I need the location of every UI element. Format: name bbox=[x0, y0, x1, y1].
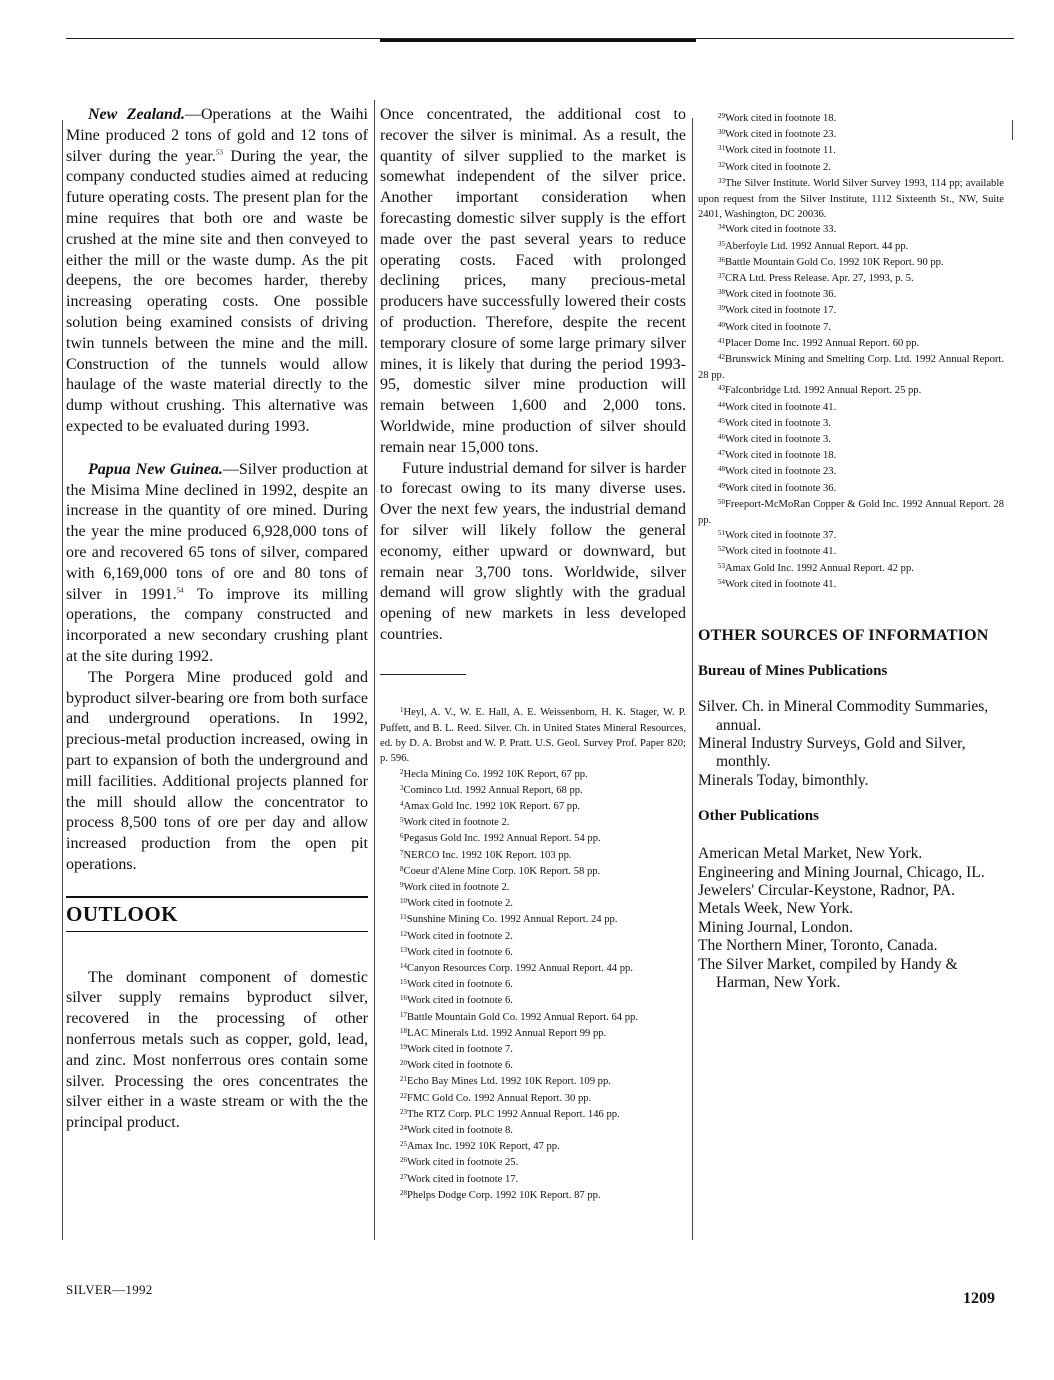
other-publications-list bbox=[698, 845, 1004, 992]
footnote-item bbox=[698, 336, 1004, 352]
footnote-rule bbox=[380, 674, 466, 675]
footnote-number: 52 bbox=[718, 545, 725, 554]
publication-item: Jewelers' Circular-Keystone, Radnor, PA. bbox=[698, 881, 955, 899]
footnote-item bbox=[698, 239, 1004, 255]
footnote-item bbox=[698, 544, 1004, 560]
footnote-number: 6 bbox=[400, 832, 404, 841]
footnote-number: 12 bbox=[400, 929, 407, 938]
footnote-item bbox=[380, 1074, 686, 1090]
footnote-text: The RTZ Corp. PLC 1992 Annual Report. 146 pp. bbox=[407, 1108, 620, 1120]
footnote-number: 7 bbox=[400, 848, 404, 857]
footnote-number: 41 bbox=[718, 336, 725, 345]
footnote-item bbox=[380, 945, 686, 961]
footnote-item bbox=[698, 383, 1004, 399]
publication-item: The Northern Miner, Toronto, Canada. bbox=[698, 937, 938, 955]
footnote-item bbox=[380, 831, 686, 847]
footnote-number: 53 bbox=[718, 561, 725, 570]
footnote-item bbox=[380, 993, 686, 1009]
paragraph-industrial-demand: Future industrial demand for silver is harder to forecast owing to its many diverse uses. Over the next few years, the industrial demand for silver will likely follow the general economy, either upward or downward, but remain near 3,700 tons. Worldwide, silver demand will grow slightly with the gradual opening of new markets in less developed countries. bbox=[380, 459, 686, 643]
footnote-text: Work cited in footnote 23. bbox=[725, 129, 837, 141]
footnote-text: Work cited in footnote 6. bbox=[407, 995, 513, 1007]
footnote-item bbox=[698, 577, 1004, 593]
footnote-text: Work cited in footnote 41. bbox=[725, 546, 837, 558]
footnote-number: 32 bbox=[718, 160, 725, 169]
footnote-number: 44 bbox=[718, 400, 725, 409]
paragraph-outlook: The dominant component of domestic silver supply remains byproduct silver, recovered in the processing of other nonferrous metals such as copper, gold, lead, and zinc. Most nonferrous ores contain some silver. Processing the ores concentrates the silver either in a waste stream or with the the principal product. bbox=[66, 968, 368, 1132]
footnote-item bbox=[380, 1107, 686, 1123]
footnote-number: 3 bbox=[400, 783, 404, 792]
footnote-item bbox=[380, 1139, 686, 1155]
footnote-text: Heyl, A. V., W. E. Hall, A. E. Weissenborn, H. K. Stager, W. P. Puffett, and B. L. Reed. Silver. Ch. in United States Mineral Resources, ed. by D. A. Brobst and W. P. Pratt. U.S. Geol. Survey Prof. Paper 820; p. 596. bbox=[380, 706, 686, 765]
column-3 bbox=[698, 105, 1004, 992]
footnote-item bbox=[380, 1155, 686, 1171]
footnote-text: Pegasus Gold Inc. 1992 Annual Report. 54 pp. bbox=[403, 833, 601, 845]
footnote-number: 47 bbox=[718, 449, 725, 458]
footnote-item bbox=[698, 481, 1004, 497]
footnote-number: 19 bbox=[400, 1042, 407, 1051]
footnote-text: Amax Gold Inc. 1992 Annual Report. 42 pp. bbox=[725, 562, 914, 574]
footnote-number: 50 bbox=[718, 497, 725, 506]
region-heading-papua-new-guinea: Papua New Guinea. bbox=[88, 460, 223, 478]
footnote-number: 49 bbox=[718, 481, 725, 490]
footnote-text: Amax Inc. 1992 10K Report, 47 pp. bbox=[407, 1141, 560, 1153]
footnote-text: Phelps Dodge Corp. 1992 10K Report. 87 pp. bbox=[407, 1189, 601, 1201]
footnote-item bbox=[698, 143, 1004, 159]
footnote-number: 43 bbox=[718, 384, 725, 393]
footnote-number: 29 bbox=[718, 112, 725, 120]
footnote-item bbox=[380, 1058, 686, 1074]
footnote-item bbox=[380, 767, 686, 783]
page-number: 1209 bbox=[963, 1290, 995, 1307]
publication-item: Mining Journal, London. bbox=[698, 918, 853, 936]
footnote-item bbox=[698, 464, 1004, 480]
footnote-number: 42 bbox=[718, 353, 725, 362]
footnote-item bbox=[698, 287, 1004, 303]
footnote-number: 23 bbox=[400, 1107, 407, 1116]
footnote-item bbox=[380, 977, 686, 993]
footnote-number: 13 bbox=[400, 945, 407, 954]
footnote-text: Work cited in footnote 25. bbox=[407, 1157, 519, 1169]
footnote-number: 11 bbox=[400, 913, 407, 922]
column-divider bbox=[1012, 120, 1013, 140]
footnote-number: 8 bbox=[400, 864, 404, 873]
bureau-publications-list bbox=[698, 698, 1004, 790]
footnote-item bbox=[698, 255, 1004, 271]
footnote-number: 39 bbox=[718, 304, 725, 313]
column-divider bbox=[374, 100, 375, 1240]
section-heading-outlook: OUTLOOK bbox=[66, 896, 368, 932]
footnote-number: 30 bbox=[718, 128, 725, 137]
footnote-number: 16 bbox=[400, 994, 407, 1003]
footnote-text: LAC Minerals Ltd. 1992 Annual Report 99 pp. bbox=[407, 1027, 607, 1039]
footnote-number: 48 bbox=[718, 465, 725, 474]
footnote-list bbox=[380, 705, 686, 1204]
footnote-text: Brunswick Mining and Smelting Corp. Ltd. 1992 Annual Report. 28 pp. bbox=[698, 354, 1004, 382]
footnote-text: Sunshine Mining Co. 1992 Annual Report. 24 pp. bbox=[406, 914, 618, 926]
footnote-item bbox=[380, 848, 686, 864]
footnote-text: Coeur d'Alene Mine Corp. 10K Report. 58 pp. bbox=[403, 865, 601, 877]
footnote-number: 5 bbox=[400, 816, 404, 825]
footnote-item bbox=[380, 896, 686, 912]
column-divider bbox=[692, 118, 693, 1240]
footnote-text: Work cited in footnote 7. bbox=[407, 1043, 513, 1055]
footnote-text: Work cited in footnote 23. bbox=[725, 466, 837, 478]
footnote-text: Work cited in footnote 2. bbox=[403, 817, 510, 829]
footnote-item bbox=[380, 961, 686, 977]
footnote-item bbox=[380, 1123, 686, 1139]
footnote-number: 35 bbox=[718, 239, 725, 248]
footnote-number: 36 bbox=[718, 255, 725, 264]
footnote-ref[interactable]: 53 bbox=[215, 148, 223, 157]
footnote-number: 14 bbox=[400, 961, 407, 970]
footnote-text: Work cited in footnote 6. bbox=[407, 946, 513, 958]
footnote-item bbox=[698, 497, 1004, 528]
footnote-text: Work cited in footnote 2. bbox=[407, 930, 513, 942]
footnote-item bbox=[380, 880, 686, 896]
paragraph-porgera: The Porgera Mine produced gold and byproduct silver-bearing ore from both surface and underground operations. In 1992, precious-metal production increased, owing in part to expansion of both the underground and mill facilities. Additional projects planned for the mill should allow the concentrator to process 8,500 tons of ore per day and allow increased production from the open pit operations. bbox=[66, 668, 368, 873]
footnote-number: 20 bbox=[400, 1059, 407, 1068]
footnote-text: Placer Dome Inc. 1992 Annual Report. 60 pp. bbox=[725, 337, 920, 349]
footnote-number: 18 bbox=[400, 1026, 407, 1035]
footnote-text: Work cited in footnote 6. bbox=[407, 979, 513, 991]
footnote-item bbox=[380, 1091, 686, 1107]
footnote-text: FMC Gold Co. 1992 Annual Report. 30 pp. bbox=[407, 1092, 592, 1104]
footnote-text: NERCO Inc. 1992 10K Report. 103 pp. bbox=[403, 849, 572, 861]
footnote-item bbox=[698, 320, 1004, 336]
publication-item: Minerals Today, bimonthly. bbox=[698, 771, 869, 789]
footnote-number: 25 bbox=[400, 1140, 407, 1149]
footnote-text: Battle Mountain Gold Co. 1992 Annual Report. 64 pp. bbox=[407, 1011, 638, 1023]
footnote-item bbox=[698, 127, 1004, 143]
footnote-number: 1 bbox=[400, 705, 404, 714]
footnote-item bbox=[380, 1026, 686, 1042]
footnote-text: Work cited in footnote 17. bbox=[725, 305, 837, 317]
footnote-number: 22 bbox=[400, 1091, 407, 1100]
footnote-number: 9 bbox=[400, 880, 404, 889]
footnote-number: 24 bbox=[400, 1124, 407, 1132]
footnote-text: Work cited in footnote 2. bbox=[407, 898, 513, 910]
paragraph-outlook-cont: Once concentrated, the additional cost to recover the silver is minimal. As a result, the quantity of silver supplied to the market is somewhat independent of the silver price. Another important consideration when forecasting domestic silver supply is the effort made over the past several years to reduce operating costs. Faced with prolonged declining prices, many precious-metal producers have successfully lowered their costs of production. Therefore, despite the recent temporary closure of some large primary silver mines, it is likely that during the period 1993-95, domestic silver mine production will remain between 1,600 and 2,000 tons. Worldwide, mine production of silver should remain near 15,000 tons. bbox=[380, 106, 686, 456]
footnote-item bbox=[698, 448, 1004, 464]
footnote-text: CRA Ltd. Press Release. Apr. 27, 1993, p. 5. bbox=[725, 273, 914, 285]
footnote-number: 28 bbox=[400, 1188, 407, 1197]
footnote-item bbox=[380, 783, 686, 799]
region-heading-new-zealand: New Zealand. bbox=[88, 106, 185, 123]
footnote-number: 45 bbox=[718, 416, 725, 425]
footnote-item bbox=[698, 416, 1004, 432]
footnote-item bbox=[698, 352, 1004, 383]
footnote-list bbox=[698, 111, 1004, 593]
footnote-number: 37 bbox=[718, 272, 725, 281]
publication-item: Engineering and Mining Journal, Chicago, IL. bbox=[698, 863, 985, 881]
footnote-item bbox=[698, 432, 1004, 448]
footnote-item bbox=[698, 271, 1004, 287]
footnote-text: Canyon Resources Corp. 1992 Annual Report. 44 pp. bbox=[407, 962, 633, 974]
publication-item: Silver. Ch. in Mineral Commodity Summaries, annual. bbox=[698, 698, 989, 734]
footnote-text: Battle Mountain Gold Co. 1992 10K Report. 90 pp. bbox=[725, 256, 944, 268]
footnote-ref[interactable]: 54 bbox=[176, 586, 184, 595]
footnote-item bbox=[698, 111, 1004, 127]
footnote-text: Work cited in footnote 6. bbox=[407, 1060, 513, 1072]
footnote-text: Work cited in footnote 18. bbox=[725, 450, 837, 462]
heading-bureau-publications: Bureau of Mines Publications bbox=[698, 663, 888, 680]
footnote-number: 40 bbox=[718, 320, 725, 329]
footnote-text: Work cited in footnote 37. bbox=[725, 530, 837, 542]
publication-item: Mineral Industry Surveys, Gold and Silver, monthly. bbox=[698, 734, 966, 771]
footnote-number: 51 bbox=[718, 529, 725, 538]
footnote-number: 15 bbox=[400, 978, 407, 987]
footnote-text: Work cited in footnote 33. bbox=[725, 224, 837, 236]
footnote-text: Work cited in footnote 7. bbox=[725, 321, 831, 333]
footnote-text: Hecla Mining Co. 1992 10K Report, 67 pp. bbox=[403, 768, 588, 780]
footnote-text: Cominco Ltd. 1992 Annual Report, 68 pp. bbox=[403, 784, 583, 796]
footnote-item bbox=[380, 1042, 686, 1058]
footnote-item bbox=[380, 912, 686, 928]
footnote-text: The Silver Institute. World Silver Survey 1993, 114 pp; available upon request from the Silver Institute, 1112 Sixteenth St., NW, Suite 2401, Washington, DC 20036. bbox=[698, 177, 1004, 221]
footnote-text: Work cited in footnote 36. bbox=[725, 482, 837, 494]
footnote-number: 21 bbox=[400, 1075, 407, 1084]
footnote-number: 27 bbox=[400, 1172, 407, 1181]
footnote-text: Work cited in footnote 41. bbox=[725, 401, 837, 413]
heading-other-sources: OTHER SOURCES OF INFORMATION bbox=[698, 627, 989, 645]
column-1 bbox=[66, 105, 368, 1134]
footnote-item bbox=[698, 561, 1004, 577]
footnote-item bbox=[698, 176, 1004, 223]
footnote-text: Falconbridge Ltd. 1992 Annual Report. 25 pp. bbox=[725, 385, 922, 397]
paragraph-new-zealand: New Zealand.—Operations at the Waihi Mine produced 2 tons of gold and 12 tons of silver during the year.$^{53}$ During the year, the company conducted studies aimed at reducing future operating costs. The present plan for the mine requires that both ore and waste be crushed at the mine site and then conveyed to either the mill or the waste dump. As the pit deepens, the ore becomes harder, thereby increasing operating costs. One possible solution being examined consists of driving twin tunnels between the mine and the mill. Construction of the tunnels would allow haulage of the waste material directly to the dump without crushing. This alternative was expected to be evaluated during 1993. bbox=[66, 106, 368, 435]
paragraph-papua-new-guinea: Papua New Guinea.—Silver production at the Misima Mine declined in 1992, despite an increase in the quantity of ore mined. During the year the mine produced 6,928,000 tons of ore and recovered 65 tons of silver, compared with 6,169,000 tons of ore and 80 tons of silver in 1991.54 To improve its milling operations, the company constructed and incorporated a new secondary crushing plant at the site during 1992. bbox=[66, 460, 368, 665]
footnote-item bbox=[380, 929, 686, 945]
footnote-number: 26 bbox=[400, 1156, 407, 1165]
footnote-text: Aberfoyle Ltd. 1992 Annual Report. 44 pp. bbox=[725, 240, 909, 252]
footnote-text: Work cited in footnote 17. bbox=[407, 1173, 519, 1185]
footnote-text: Work cited in footnote 8. bbox=[407, 1125, 513, 1136]
footnote-item bbox=[698, 400, 1004, 416]
footnote-number: 17 bbox=[400, 1010, 407, 1019]
footnote-text: Work cited in footnote 3. bbox=[725, 434, 831, 446]
footnote-item bbox=[380, 815, 686, 831]
footnote-text: Work cited in footnote 3. bbox=[725, 417, 831, 429]
footnote-text: Freeport-McMoRan Copper & Gold Inc. 1992 Annual Report. 28 pp. bbox=[698, 498, 1004, 527]
footnote-item bbox=[380, 1010, 686, 1026]
column-2 bbox=[380, 105, 686, 1204]
column-divider bbox=[62, 120, 63, 1240]
footnote-number: 2 bbox=[400, 767, 404, 776]
footnote-item bbox=[380, 864, 686, 880]
heading-other-publications: Other Publications bbox=[698, 808, 819, 825]
publication-item: The Silver Market, compiled by Handy & Harman, New York. bbox=[698, 955, 958, 991]
footnote-number: 33 bbox=[718, 176, 725, 185]
header-rule-thick bbox=[380, 39, 696, 42]
footnote-item bbox=[380, 799, 686, 815]
footnote-item bbox=[698, 528, 1004, 544]
publication-item: American Metal Market, New York. bbox=[698, 845, 923, 863]
footnote-text: Work cited in footnote 11. bbox=[725, 145, 836, 157]
footnote-number: 10 bbox=[400, 897, 407, 906]
footnote-text: Work cited in footnote 2. bbox=[403, 881, 510, 893]
footnote-text: Work cited in footnote 2. bbox=[725, 161, 831, 173]
footnote-text: Echo Bay Mines Ltd. 1992 10K Report. 109 pp. bbox=[407, 1076, 611, 1088]
footnote-number: 54 bbox=[718, 577, 725, 586]
footnote-item bbox=[698, 303, 1004, 319]
footnote-text: Work cited in footnote 36. bbox=[725, 289, 837, 301]
footnote-item bbox=[380, 705, 686, 767]
footnote-text: Work cited in footnote 41. bbox=[725, 578, 837, 590]
footnote-item bbox=[698, 222, 1004, 238]
footnote-item bbox=[698, 160, 1004, 176]
footnote-number: 46 bbox=[718, 433, 725, 442]
footnote-text: Amax Gold Inc. 1992 10K Report. 67 pp. bbox=[403, 800, 581, 812]
footnote-number: 38 bbox=[718, 288, 725, 297]
footnote-item bbox=[380, 1172, 686, 1188]
footnote-number: 34 bbox=[718, 223, 725, 232]
running-footer: SILVER—1992 bbox=[66, 1282, 153, 1297]
footnote-number: 4 bbox=[400, 799, 404, 808]
footnote-text: Work cited in footnote 18. bbox=[725, 113, 837, 124]
footnote-item bbox=[380, 1188, 686, 1204]
footnote-number: 31 bbox=[718, 144, 725, 153]
publication-item: Metals Week, New York. bbox=[698, 900, 854, 918]
